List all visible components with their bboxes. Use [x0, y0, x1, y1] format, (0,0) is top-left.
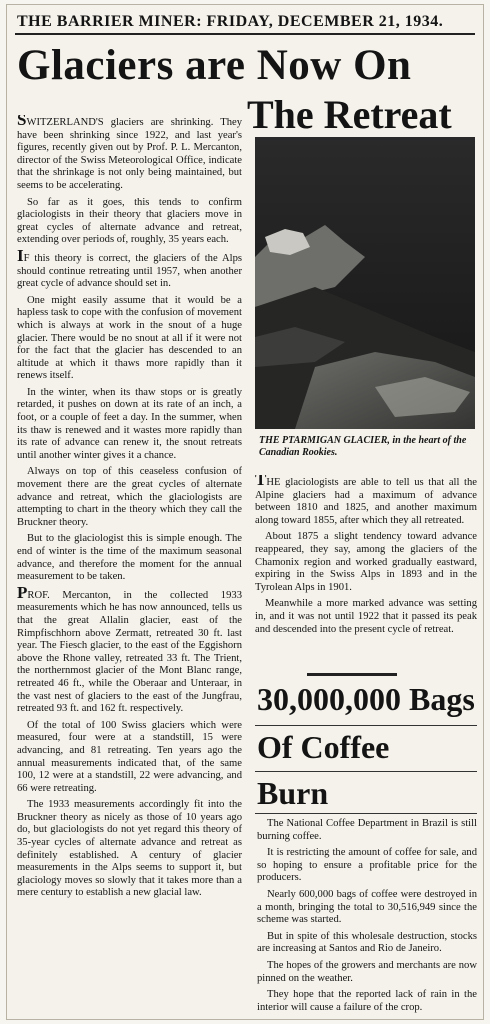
glacier-left-paragraph — [17, 533, 242, 583]
masthead: THE BARRIER MINER: FRIDAY, DECEMBER 21, 1934. — [17, 13, 444, 30]
drop-cap: T — [255, 475, 267, 489]
paragraph-text: HE glaciologists are able to tell us that all the Alpine glaciers had a maximum of advance between 1810 and 1825, and another maximum along toward 1855, after which they all retreated. — [255, 477, 477, 526]
glacier-left-paragraph — [17, 387, 242, 463]
coffee-paragraph — [257, 889, 477, 927]
glacier-photo-image — [255, 137, 475, 429]
paragraph-text: The National Coffee Department in Brazil is still burning coffee. — [257, 818, 477, 842]
drop-cap: P — [17, 582, 28, 602]
glacier-photo — [255, 137, 475, 429]
paragraph-text: In the winter, when its thaw stops or is greatly retarded, it pushes on down at its rate of an inch, a foot, or a couple of feet a day. In the summer, when its thaw is renewed and it wastes more rapidly than its rate of advance can renew it, the snout retreats until another winter gives it a chance. — [17, 386, 242, 461]
coffee-paragraph — [257, 931, 477, 956]
paragraph-text: But in spite of this wholesale destruction, stocks are increasing at Santos and Rio de Janeiro. — [257, 930, 477, 955]
coffee-article-column — [257, 818, 477, 1018]
paragraph-text: One might easily assume that it would be a hapless task to cope with the confusion of movement which is always at work in the snout of a huge glacier. There would be no snout at all if it were not for the fact that the glacier has descended to an altitude at which it thaws more rapidly than it renews itself. — [17, 294, 242, 382]
coffee-rule-3 — [255, 813, 477, 814]
glacier-left-paragraph — [17, 720, 242, 796]
headline-line-2: The Retreat — [247, 92, 452, 137]
coffee-rule-2 — [255, 771, 477, 772]
glacier-left-paragraph — [17, 582, 242, 716]
coffee-headline-2: Of Coffee — [257, 729, 390, 765]
paragraph-text: About 1875 a slight tendency toward advance reappeared, they say, among the glaciers of the Chamonix region and worked gradually eastward, expiring in the Swiss Alps in 1893 and in the Tyrolean Alps in 1901. — [255, 531, 477, 593]
paragraph-text: They hope that the reported lack of rain in the interior will cause a failure of the crop. — [257, 989, 477, 1013]
paragraph-text: Meanwhile a more marked advance was setting in, and it was not until 1922 that it passed its peak and descended into the present cycle of retreat. — [255, 598, 477, 635]
drop-cap: I — [17, 245, 24, 265]
paragraph-text: Of the total of 100 Swiss glaciers which were measured, four were at a standstill, 15 were advancing, and 81 retreating. Ten years ago the annual measurements indicated that, of the same 100, 12 were at a standstill, 22 were advancing, and 66 were retreating. — [17, 719, 242, 794]
newspaper-page — [6, 4, 484, 1020]
paragraph-text: Nearly 600,000 bags of coffee were destroyed in a month, bringing the total to 30,516,949 since the scheme was started. — [257, 888, 477, 926]
glacier-right-paragraph — [255, 531, 477, 594]
coffee-paragraph — [257, 818, 477, 843]
paragraph-text: So far as it goes, this tends to confirm glaciologists in their theory that glaciers move in great cycles of alternate advance and retreat, extending over periods of, roughly, 35 years each. — [17, 196, 242, 246]
glacier-left-paragraph — [17, 295, 242, 383]
paragraph-text: It is restricting the amount of coffee for sale, and so hoping to ensure a profitable price for the producers. — [257, 847, 477, 884]
glacier-article-left-column — [17, 115, 242, 1015]
glacier-left-paragraph — [17, 245, 242, 291]
glacier-left-paragraph — [17, 197, 242, 247]
glacier-right-paragraph — [255, 475, 477, 527]
coffee-rule-1 — [255, 725, 477, 726]
paragraph-text: But to the glaciologist this is simple enough. The end of winter is the time of the maximum seasonal advance, and therefore the moment for the annual measurement to be taken. — [17, 533, 242, 583]
coffee-headline-3: Burn — [257, 775, 329, 811]
coffee-paragraph — [257, 847, 477, 885]
glacier-right-paragraph — [255, 598, 477, 636]
paragraph-text: ROF. Mercanton, in the collected 1933 measurements which he has now announced, tells us that the great Allalin glacier, east of the Rimpfischhorn above Zermatt, retreated 30 ft. last year. The Fiesch glacier, to the east of the Eggishorn above the Rhone valley, retreated 33 ft. The Trient, the northernmost glacier of the Mont Blanc range, retreated 46 ft., while the Oberaar and Unteraar, in the vast nest of glaciers to the east of the Jungfrau, retreated 93 ft. and 162 ft. respectively. — [17, 589, 242, 715]
coffee-paragraph — [257, 989, 477, 1014]
paragraph-text: Always on top of this ceaseless confusion of movement there are the great cycles of alternate advance and retreat, which the glaciologists are attempting to chart in the theory which they call the Bruckner theory. — [17, 466, 242, 528]
photo-caption: THE PTARMIGAN GLACIER, in the heart of the Canadian Rookies. — [259, 435, 467, 458]
paragraph-text: The 1933 measurements accordingly fit into the Bruckner theory as nicely as those of 10 years ago do, but glaciologists do not yet regard this theory of 35-year cycles of alternate advance and retreat as definitely established. A century of glacier measurements in the Alps seems to support it, but glaciology moves so slowly that it takes more than a mere century to establish a new glacial law. — [17, 799, 242, 899]
section-divider — [307, 673, 397, 676]
glacier-left-paragraph — [17, 115, 242, 193]
glacier-left-paragraph — [17, 466, 242, 529]
paragraph-text: The hopes of the growers and merchants are now pinned on the weather. — [257, 959, 477, 984]
masthead-rule — [15, 33, 475, 35]
paragraph-text: F this theory is correct, the glaciers of the Alps should continue retreating until 1957, when another great cycle of advance should set in. — [17, 252, 242, 290]
drop-cap: S — [17, 115, 27, 129]
glacier-left-paragraph — [17, 799, 242, 900]
paragraph-text: WITZERLAND'S glaciers are shrinking. They have been shrinking since 1922, and last year's figures, recently given out by Prof. P. L. Mercanton, director of the Swiss Meteorological Office, indicate that the shrinkage is not only being maintained, but seems to be accelerating. — [17, 117, 242, 191]
glacier-article-right-column — [255, 475, 477, 671]
coffee-paragraph — [257, 960, 477, 985]
coffee-headline-1: 30,000,000 Bags — [257, 681, 475, 717]
headline-line-1: Glaciers are Now On — [17, 42, 412, 89]
